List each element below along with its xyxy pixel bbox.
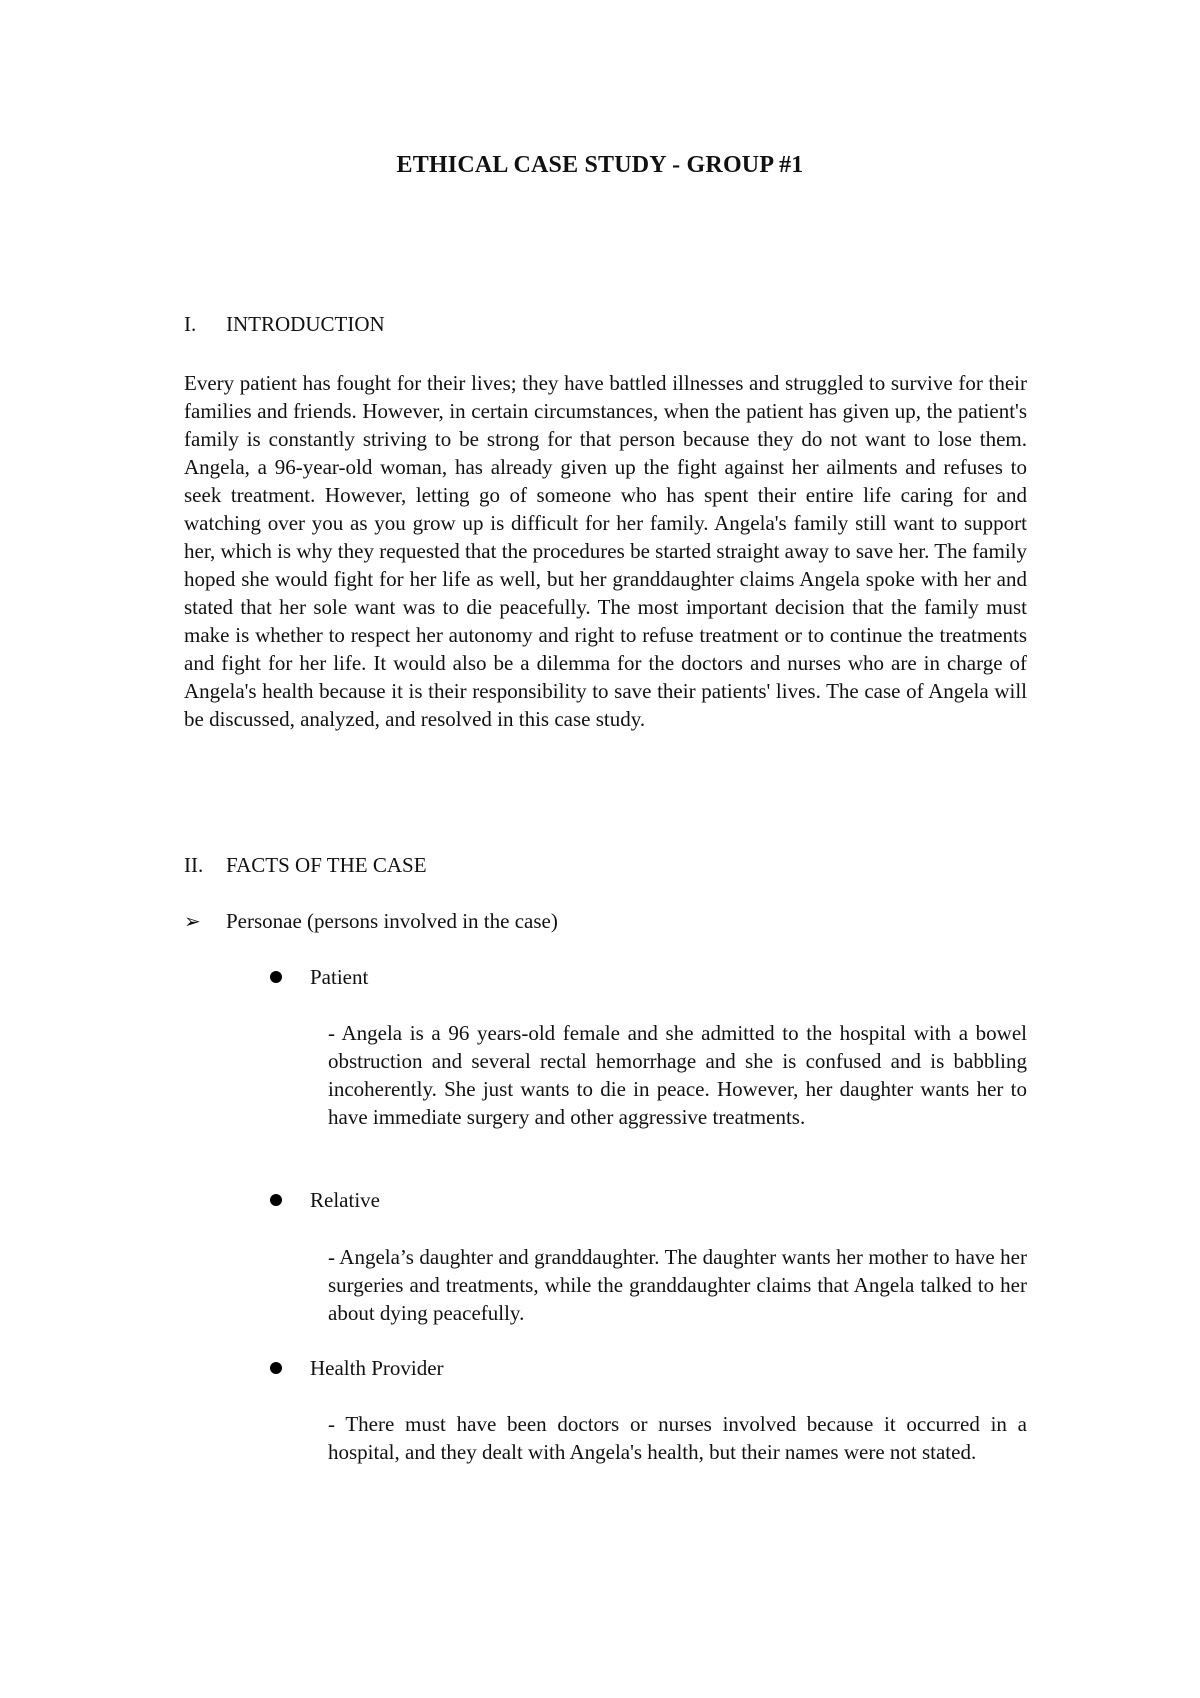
section-title: INTRODUCTION bbox=[226, 312, 385, 336]
section-heading-introduction bbox=[184, 310, 385, 338]
section-title: FACTS OF THE CASE bbox=[226, 853, 427, 877]
document-title: ETHICAL CASE STUDY - GROUP #1 bbox=[396, 152, 804, 178]
bullet-dot-icon bbox=[270, 1194, 282, 1206]
list-item-patient bbox=[270, 963, 368, 991]
section-heading-facts bbox=[184, 851, 427, 879]
list-item-health-provider bbox=[270, 1354, 444, 1382]
arrow-bullet-icon: ➢ bbox=[184, 911, 201, 933]
section-number: I. bbox=[184, 312, 197, 336]
personae-label: Personae (persons involved in the case) bbox=[226, 909, 558, 933]
relative-description: - Angela’s daughter and granddaughter. The daughter wants her mother to have her surgeries and treatments, while the granddaughter claims that Angela talked to her about dying peacefully. bbox=[328, 1245, 1027, 1325]
bullet-dot-icon bbox=[270, 1362, 282, 1374]
bullet-dot-icon bbox=[270, 971, 282, 983]
item-label: Patient bbox=[310, 965, 369, 989]
introduction-paragraph: Every patient has fought for their lives; they have battled illnesses and struggled to survive for their families and friends. However, in certain circumstances, when the patient has given up, the patient's family is constantly striving to be strong for that person because they do not want to lose them. Angela, a 96-year-old woman, has already given up the fight against her ailments and refuses to seek treatment. However, letting go of someone who has spent their entire life caring for and watching over you as you grow up is difficult for her family. Angela's family still want to support her, which is why they requested that the procedures be started straight away to save her. The family hoped she would fight for her life as well, but her granddaughter claims Angela spoke with her and stated that her sole want was to die peacefully. The most important decision that the family must make is whether to respect her autonomy and right to refuse treatment or to continue the treatments and fight for her life. It would also be a dilemma for the doctors and nurses who are in charge of Angela's health because it is their responsibility to save their patients' lives. The case of Angela will be discussed, analyzed, and resolved in this case study. bbox=[184, 371, 1027, 731]
list-item-relative bbox=[270, 1186, 380, 1214]
item-label: Health Provider bbox=[310, 1356, 444, 1380]
section-number: II. bbox=[184, 853, 204, 877]
item-label: Relative bbox=[310, 1188, 380, 1212]
personae-subheading bbox=[184, 907, 558, 936]
health-provider-description: - There must have been doctors or nurses involved because it occurred in a hospital, and they dealt with Angela's health, but their names were not stated. bbox=[328, 1412, 1027, 1464]
patient-description: - Angela is a 96 years-old female and she admitted to the hospital with a bowel obstruction and several rectal hemorrhage and she is confused and is babbling incoherently. She just wants to die in peace. However, her daughter wants her to have immediate surgery and other aggressive treatments. bbox=[328, 1021, 1027, 1129]
